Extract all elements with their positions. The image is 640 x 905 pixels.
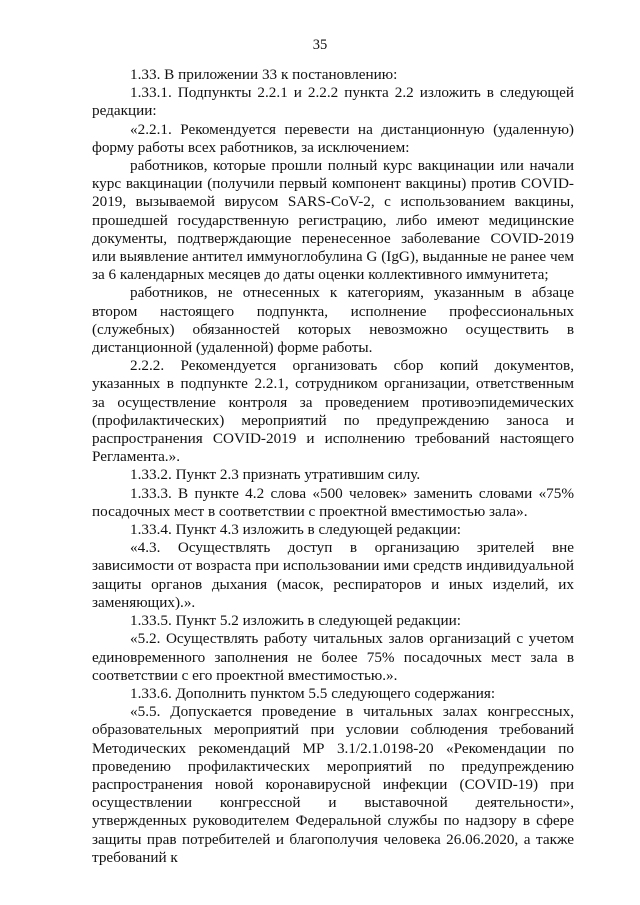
- paragraph-other-workers: работников, не отнесенных к категориям, указанным в абзаце втором настоящего подпункта, исполнение профессиональных (служебных) обязанностей которых невозможно осуществить в дистанционной (удаленной) форме работы.: [92, 284, 574, 357]
- paragraph-1-33: 1.33. В приложении 33 к постановлению:: [130, 66, 398, 83]
- paragraph-1-33-3: 1.33.3. В пункте 4.2 слова «500 человек» заменить словами «75% посадочных мест в соответствии с проектной вместимостью зала».: [92, 484, 574, 520]
- paragraph-2-2-2: 2.2.2. Рекомендуется организовать сбор копий документов, указанных в подпункте 2.2.1, сотрудником организации, ответственным за осуществление контроля за проведением противоэпидемических (профилактических) мероприятий по предупреждению заноса и распространения COVID-2019 и исполнению требований настоящего Регламента.».: [92, 357, 574, 466]
- document-body: [92, 66, 574, 867]
- paragraph-1-33-1: 1.33.1. Подпункты 2.2.1 и 2.2.2 пункта 2.2 изложить в следующей редакции:: [92, 84, 574, 120]
- paragraph-vaccinated-workers: работников, которые прошли полный курс вакцинации или начали курс вакцинации (получили первый компонент вакцины) против COVID-2019, вызываемой вирусом SARS-CoV-2, с использованием вакцины, прошедшей государственную регистрацию, либо имеют медицинские документы, подтверждающие перенесенное заболевание COVID-2019 или выявление антител иммуноглобулина G (IgG), выданные не ранее чем за 6 календарных месяцев до даты оценки коллективного иммунитета;: [92, 157, 574, 284]
- paragraph-5-2: «5.2. Осуществлять работу читальных залов организаций с учетом единовременного заполнения не более 75% посадочных мест зала в соответствии с его проектной вместимостью.».: [92, 630, 574, 684]
- paragraph-1-33-6: 1.33.6. Дополнить пунктом 5.5 следующего содержания:: [130, 684, 496, 702]
- paragraph-1-33-2: 1.33.2. Пункт 2.3 признать утратившим силу.: [130, 466, 421, 484]
- paragraph-1-33-4: 1.33.4. Пункт 4.3 изложить в следующей редакции:: [130, 521, 461, 539]
- page-number: 35: [312, 37, 328, 53]
- paragraph-2-2-1: «2.2.1. Рекомендуется перевести на дистанционную (удаленную) форму работы всех работников, за исключением:: [92, 120, 574, 156]
- paragraph-4-3: «4.3. Осуществлять доступ в организацию зрителей вне зависимости от возраста при использовании ими средств индивидуальной защиты органов дыхания (масок, респираторов и иных изделий, их заменяющих).».: [92, 539, 574, 611]
- paragraph-5-5: «5.5. Допускается проведение в читальных залах конгрессных, образовательных мероприятий при условии соблюдения требований Методических рекомендаций МР 3.1/2.1.0198-20 «Рекомендации по проведению профилактических мероприятий по предупреждению распространения новой коронавирусной инфекции (COVID-19) при осуществлении конгрессной и выставочной деятельности», утвержденных руководителем Федеральной службы по надзору в сфере защиты прав потребителей и благополучия человека 26.06.2020, а также требований к: [92, 703, 574, 866]
- paragraph-1-33-5: 1.33.5. Пункт 5.2 изложить в следующей редакции:: [130, 612, 461, 630]
